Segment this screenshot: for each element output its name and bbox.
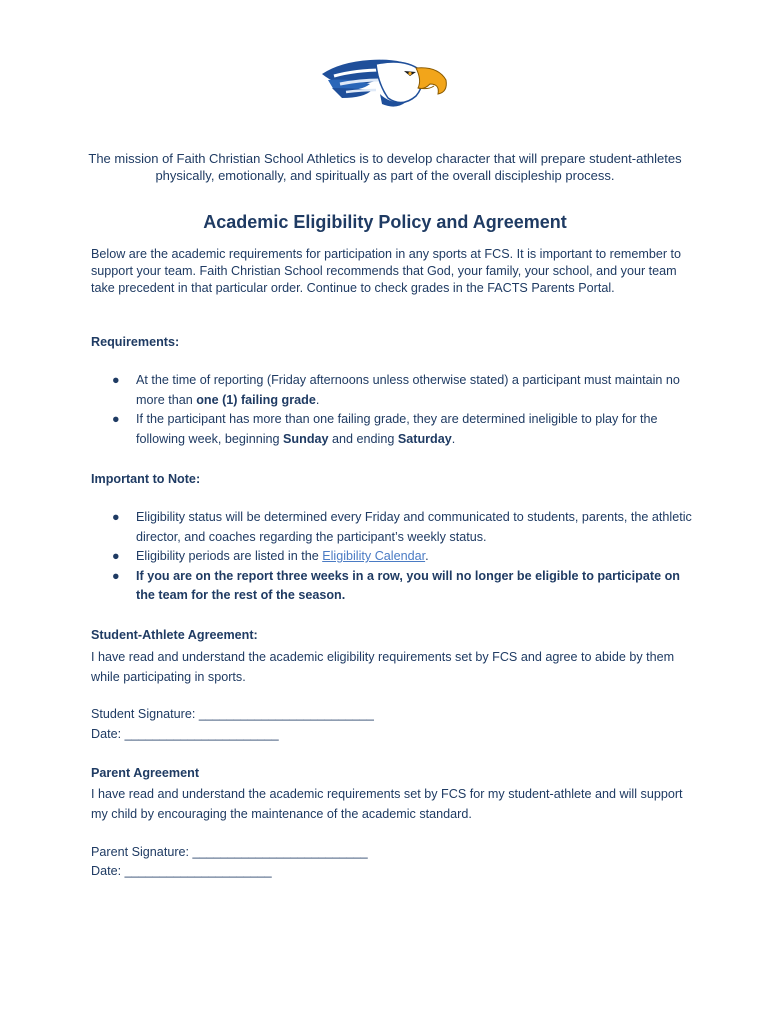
requirements-heading: Requirements:: [91, 335, 180, 349]
list-item: ● If the participant has more than one failing grade, they are determined ineligible to play for the following week, beginning Sunday and ending Saturday.: [112, 412, 658, 446]
notes-list: [112, 508, 692, 606]
bullet-icon: ●: [112, 549, 120, 563]
requirements-list: [112, 371, 692, 449]
eagle-logo-icon: [320, 54, 450, 110]
list-item: ● If you are on the report three weeks in a row, you will no longer be eligible to participate on the team for the rest of the season.: [112, 568, 680, 602]
intro-paragraph: Below are the academic requirements for participation in any sports at FCS. It is important to remember to support your team. Faith Christian School recommends that God, your family, your school, and your team take precedent in that particular order. Continue to check grades in the FACTS Parents Portal.: [91, 247, 682, 295]
bullet-icon: ●: [112, 412, 120, 426]
parent-signature-field: Parent Signature: _________________________: [91, 845, 368, 859]
notes-heading: Important to Note:: [91, 472, 201, 486]
eligibility-calendar-link[interactable]: Eligibility Calendar: [322, 549, 426, 563]
parent-agreement-text: I have read and understand the academic requirements set by FCS for my student-athlete and will support my child by encouraging the maintenance of the academic standard.: [91, 787, 683, 821]
student-signature-field: Student Signature: _________________________: [91, 707, 374, 721]
parent-date-field: Date: _____________________: [91, 864, 272, 878]
list-item: ● At the time of reporting (Friday afternoons unless otherwise stated) a participant must maintain no more than one (1) failing grade.: [112, 373, 680, 407]
bullet-icon: ●: [112, 510, 120, 524]
list-item: ● Eligibility periods are listed in the Eligibility Calendar.: [112, 547, 692, 567]
parent-agreement-heading: Parent Agreement: [91, 766, 200, 780]
list-item: ● Eligibility status will be determined every Friday and communicated to students, parents, the athletic director, and coaches regarding the participant’s weekly status.: [112, 510, 692, 544]
bullet-icon: ●: [112, 568, 120, 583]
mission-statement: The mission of Faith Christian School Athletics is to develop character that will prepare student-athletes physically, emotionally, and spiritually as part of the overall discipleship process.: [88, 151, 682, 183]
bullet-icon: ●: [112, 373, 120, 387]
student-date-field: Date: ______________________: [91, 727, 279, 741]
page-title: Academic Eligibility Policy and Agreement: [203, 212, 567, 232]
student-agreement-heading: Student-Athlete Agreement:: [91, 628, 258, 642]
student-agreement-text: I have read and understand the academic eligibility requirements set by FCS and agree to abide by them while participating in sports.: [91, 650, 675, 684]
